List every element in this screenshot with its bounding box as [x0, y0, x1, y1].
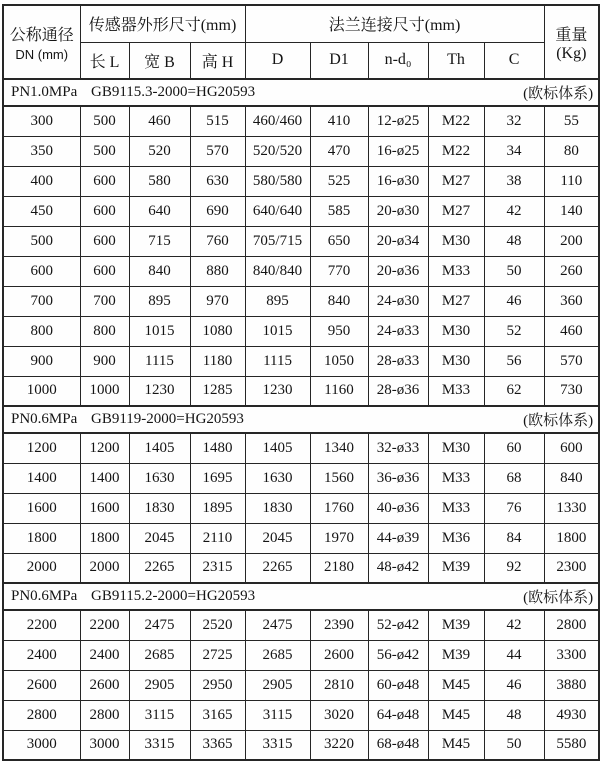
header-nominal-diameter	[3, 5, 80, 79]
table-cell: 460	[129, 106, 190, 136]
header-d: D	[245, 42, 310, 79]
table-cell: 3000	[80, 730, 129, 760]
table-cell: 2685	[129, 640, 190, 670]
table-cell: 570	[190, 136, 245, 166]
table-row	[3, 523, 599, 553]
table-cell: 2475	[245, 610, 310, 640]
table-cell: 760	[190, 226, 245, 256]
table-cell: 2905	[245, 670, 310, 700]
table-cell: 2200	[80, 610, 129, 640]
table-cell: 3000	[3, 730, 80, 760]
table-cell: 60	[484, 433, 544, 463]
table-cell: 1630	[245, 463, 310, 493]
table-cell: 42	[484, 610, 544, 640]
table-cell: 900	[3, 346, 80, 376]
table-cell: 1600	[3, 493, 80, 523]
table-cell: 3315	[129, 730, 190, 760]
table-cell: 1895	[190, 493, 245, 523]
table-cell: 46	[484, 670, 544, 700]
table-cell: 76	[484, 493, 544, 523]
table-cell: 2000	[3, 553, 80, 583]
header-th: Th	[428, 42, 484, 79]
table-cell: 600	[544, 433, 599, 463]
table-cell: 700	[3, 286, 80, 316]
header-weight-unit-label: (Kg)	[556, 44, 587, 62]
table-cell: 2110	[190, 523, 245, 553]
table-cell: 1970	[310, 523, 368, 553]
table-cell: 20-ø34	[368, 226, 428, 256]
header-d1: D1	[310, 42, 368, 79]
table-cell: 1560	[310, 463, 368, 493]
header-c: C	[484, 42, 544, 79]
header-row-groups	[3, 5, 599, 42]
table-cell: 56-ø42	[368, 640, 428, 670]
table-cell: 1405	[129, 433, 190, 463]
table-cell: 1800	[3, 523, 80, 553]
section-system-note: (欧标体系)	[523, 590, 594, 606]
table-cell: 3020	[310, 700, 368, 730]
table-cell: 600	[80, 166, 129, 196]
table-cell: 1160	[310, 376, 368, 406]
table-cell: 44-ø39	[368, 523, 428, 553]
table-cell: 585	[310, 196, 368, 226]
section-header-content	[4, 82, 598, 103]
table-cell: 1400	[3, 463, 80, 493]
table-cell: 260	[544, 256, 599, 286]
section-standard-code: GB9115.2-2000=HG20593	[91, 588, 256, 604]
table-cell: M45	[428, 700, 484, 730]
table-cell: 20-ø30	[368, 196, 428, 226]
table-cell: 80	[544, 136, 599, 166]
table-row	[3, 463, 599, 493]
table-cell: M30	[428, 316, 484, 346]
table-cell: M22	[428, 106, 484, 136]
table-cell: 1630	[129, 463, 190, 493]
table-cell: 640/640	[245, 196, 310, 226]
table-cell: 350	[3, 136, 80, 166]
table-cell: 42	[484, 196, 544, 226]
table-cell: 400	[3, 166, 80, 196]
table-cell: 1760	[310, 493, 368, 523]
table-cell: 3880	[544, 670, 599, 700]
table-cell: 705/715	[245, 226, 310, 256]
table-cell: 3315	[245, 730, 310, 760]
table-cell: 1180	[190, 346, 245, 376]
table-cell: 46	[484, 286, 544, 316]
table-cell: 460/460	[245, 106, 310, 136]
table-cell: 2180	[310, 553, 368, 583]
header-height-h: 高 H	[190, 42, 245, 79]
table-cell: 52	[484, 316, 544, 346]
table-row	[3, 256, 599, 286]
section-system-note: (欧标体系)	[523, 413, 594, 429]
table-cell: 64-ø48	[368, 700, 428, 730]
table-cell: 2800	[80, 700, 129, 730]
table-cell: 700	[80, 286, 129, 316]
table-cell: 28-ø33	[368, 346, 428, 376]
header-sensor-dimensions-group: 传感器外形尺寸(mm)	[80, 5, 245, 42]
table-cell: M36	[428, 523, 484, 553]
table-cell: 2200	[3, 610, 80, 640]
table-cell: 600	[3, 256, 80, 286]
table-cell: 5580	[544, 730, 599, 760]
table-cell: 770	[310, 256, 368, 286]
table-cell: 68	[484, 463, 544, 493]
table-cell: 630	[190, 166, 245, 196]
table-cell: 50	[484, 730, 544, 760]
table-cell: 3115	[245, 700, 310, 730]
section-pressure-rating: PN1.0MPa	[11, 84, 78, 100]
table-cell: 1230	[245, 376, 310, 406]
header-weight-label: 重量	[555, 26, 588, 44]
table-cell: M22	[428, 136, 484, 166]
table-cell: 2390	[310, 610, 368, 640]
section-header-cell	[3, 79, 599, 106]
table-cell: M30	[428, 226, 484, 256]
table-cell: 970	[190, 286, 245, 316]
table-cell: 24-ø30	[368, 286, 428, 316]
table-cell: 1830	[245, 493, 310, 523]
table-cell: 200	[544, 226, 599, 256]
table-cell: 3165	[190, 700, 245, 730]
table-header	[3, 5, 599, 79]
table-cell: M33	[428, 376, 484, 406]
table-cell: 1285	[190, 376, 245, 406]
table-cell: 600	[80, 226, 129, 256]
table-cell: 2045	[129, 523, 190, 553]
table-cell: 56	[484, 346, 544, 376]
table-cell: 840	[129, 256, 190, 286]
table-cell: 16-ø25	[368, 136, 428, 166]
section-header-content	[4, 586, 598, 607]
header-length-l: 长 L	[80, 42, 129, 79]
table-cell: 1405	[245, 433, 310, 463]
table-cell: 1695	[190, 463, 245, 493]
table-row	[3, 376, 599, 406]
table-cell: 520	[129, 136, 190, 166]
table-cell: 12-ø25	[368, 106, 428, 136]
table-cell: 2725	[190, 640, 245, 670]
table-cell: 800	[80, 316, 129, 346]
table-cell: 500	[80, 136, 129, 166]
table-cell: 1230	[129, 376, 190, 406]
table-cell: 450	[3, 196, 80, 226]
table-row	[3, 106, 599, 136]
table-row	[3, 493, 599, 523]
table-cell: 2400	[3, 640, 80, 670]
table-cell: M39	[428, 610, 484, 640]
table-cell: 500	[80, 106, 129, 136]
table-cell: 2800	[544, 610, 599, 640]
table-cell: 32	[484, 106, 544, 136]
table-cell: 3220	[310, 730, 368, 760]
table-cell: 800	[3, 316, 80, 346]
table-cell: 2300	[544, 553, 599, 583]
table-cell: 32-ø33	[368, 433, 428, 463]
table-body	[3, 79, 599, 760]
dimension-spec-table	[2, 4, 600, 761]
table-cell: M45	[428, 730, 484, 760]
table-cell: M33	[428, 463, 484, 493]
section-header-cell	[3, 406, 599, 433]
table-row	[3, 166, 599, 196]
table-cell: M27	[428, 286, 484, 316]
table-cell: 525	[310, 166, 368, 196]
table-cell: 2600	[80, 670, 129, 700]
table-cell: 16-ø30	[368, 166, 428, 196]
table-cell: 2905	[129, 670, 190, 700]
table-row	[3, 286, 599, 316]
table-cell: 1015	[129, 316, 190, 346]
table-cell: 1080	[190, 316, 245, 346]
table-cell: M27	[428, 196, 484, 226]
table-cell: 34	[484, 136, 544, 166]
table-row	[3, 316, 599, 346]
table-cell: M30	[428, 346, 484, 376]
table-cell: 600	[80, 196, 129, 226]
table-cell: 44	[484, 640, 544, 670]
table-cell: M33	[428, 493, 484, 523]
table-cell: 730	[544, 376, 599, 406]
table-cell: 360	[544, 286, 599, 316]
table-cell: 520/520	[245, 136, 310, 166]
table-cell: 84	[484, 523, 544, 553]
table-cell: 570	[544, 346, 599, 376]
header-weight	[544, 5, 599, 79]
section-pressure-rating: PN0.6MPa	[11, 588, 78, 604]
table-cell: 650	[310, 226, 368, 256]
section-standard-code: GB9115.3-2000=HG20593	[91, 84, 256, 100]
table-cell: 52-ø42	[368, 610, 428, 640]
table-cell: 900	[80, 346, 129, 376]
table-cell: 1050	[310, 346, 368, 376]
table-cell: 38	[484, 166, 544, 196]
table-cell: 1200	[80, 433, 129, 463]
table-cell: 140	[544, 196, 599, 226]
table-cell: 2600	[3, 670, 80, 700]
table-cell: 1830	[129, 493, 190, 523]
table-row	[3, 670, 599, 700]
table-cell: 1800	[80, 523, 129, 553]
table-cell: 36-ø36	[368, 463, 428, 493]
table-cell: 92	[484, 553, 544, 583]
header-n-d0: n-d₀	[368, 42, 428, 79]
table-cell: 2520	[190, 610, 245, 640]
section-system-note: (欧标体系)	[523, 86, 594, 102]
table-row	[3, 640, 599, 670]
table-cell: 2800	[3, 700, 80, 730]
table-cell: M45	[428, 670, 484, 700]
table-cell: 410	[310, 106, 368, 136]
table-cell: 1200	[3, 433, 80, 463]
table-cell: M39	[428, 640, 484, 670]
table-row	[3, 346, 599, 376]
table-cell: 1400	[80, 463, 129, 493]
table-cell: 515	[190, 106, 245, 136]
table-cell: 1600	[80, 493, 129, 523]
table-cell: 500	[3, 226, 80, 256]
table-cell: 950	[310, 316, 368, 346]
section-header-content	[4, 409, 598, 430]
table-cell: 1480	[190, 433, 245, 463]
table-cell: 2950	[190, 670, 245, 700]
table-cell: 460	[544, 316, 599, 346]
table-cell: M27	[428, 166, 484, 196]
table-cell: 40-ø36	[368, 493, 428, 523]
table-cell: 880	[190, 256, 245, 286]
table-cell: 1000	[3, 376, 80, 406]
table-cell: M33	[428, 256, 484, 286]
table-row	[3, 136, 599, 166]
header-dn-unit-label: DN (mm)	[15, 47, 69, 62]
table-row	[3, 433, 599, 463]
table-cell: 1340	[310, 433, 368, 463]
table-cell: 470	[310, 136, 368, 166]
table-cell: 62	[484, 376, 544, 406]
table-cell: 60-ø48	[368, 670, 428, 700]
table-cell: 2810	[310, 670, 368, 700]
table-row	[3, 610, 599, 640]
table-row	[3, 226, 599, 256]
table-cell: 4930	[544, 700, 599, 730]
table-cell: 2000	[80, 553, 129, 583]
table-cell: 840/840	[245, 256, 310, 286]
table-cell: M39	[428, 553, 484, 583]
table-row	[3, 553, 599, 583]
table-cell: 580	[129, 166, 190, 196]
table-row	[3, 700, 599, 730]
table-row	[3, 196, 599, 226]
table-cell: 600	[80, 256, 129, 286]
section-header-row	[3, 79, 599, 106]
table-cell: 840	[310, 286, 368, 316]
table-cell: 2685	[245, 640, 310, 670]
table-cell: 580/580	[245, 166, 310, 196]
table-cell: M30	[428, 433, 484, 463]
section-pressure-rating: PN0.6MPa	[11, 411, 78, 427]
section-header-cell	[3, 583, 599, 610]
table-cell: 2265	[245, 553, 310, 583]
table-cell: 1015	[245, 316, 310, 346]
table-cell: 68-ø48	[368, 730, 428, 760]
table-cell: 2600	[310, 640, 368, 670]
table-cell: 3365	[190, 730, 245, 760]
table-cell: 2315	[190, 553, 245, 583]
table-cell: 2265	[129, 553, 190, 583]
table-cell: 895	[245, 286, 310, 316]
table-cell: 715	[129, 226, 190, 256]
table-cell: 28-ø36	[368, 376, 428, 406]
table-cell: 1115	[129, 346, 190, 376]
section-standard-code: GB9119-2000=HG20593	[91, 411, 244, 427]
table-cell: 1800	[544, 523, 599, 553]
table-cell: 2045	[245, 523, 310, 553]
table-cell: 3115	[129, 700, 190, 730]
table-cell: 1330	[544, 493, 599, 523]
table-cell: 48	[484, 700, 544, 730]
table-cell: 840	[544, 463, 599, 493]
table-cell: 50	[484, 256, 544, 286]
header-width-b: 宽 B	[129, 42, 190, 79]
table-cell: 895	[129, 286, 190, 316]
section-header-row	[3, 583, 599, 610]
table-cell: 640	[129, 196, 190, 226]
table-cell: 1115	[245, 346, 310, 376]
table-cell: 3300	[544, 640, 599, 670]
section-header-row	[3, 406, 599, 433]
table-cell: 55	[544, 106, 599, 136]
table-cell: 110	[544, 166, 599, 196]
table-cell: 1000	[80, 376, 129, 406]
header-row-subcolumns	[3, 42, 599, 79]
table-cell: 690	[190, 196, 245, 226]
table-cell: 48	[484, 226, 544, 256]
table-cell: 2475	[129, 610, 190, 640]
header-flange-connection-group: 法兰连接尺寸(mm)	[245, 5, 544, 42]
table-cell: 24-ø33	[368, 316, 428, 346]
table-cell: 20-ø36	[368, 256, 428, 286]
table-cell: 48-ø42	[368, 553, 428, 583]
table-cell: 300	[3, 106, 80, 136]
table-cell: 2400	[80, 640, 129, 670]
header-nominal-diameter-label: 公称通径	[9, 27, 74, 44]
